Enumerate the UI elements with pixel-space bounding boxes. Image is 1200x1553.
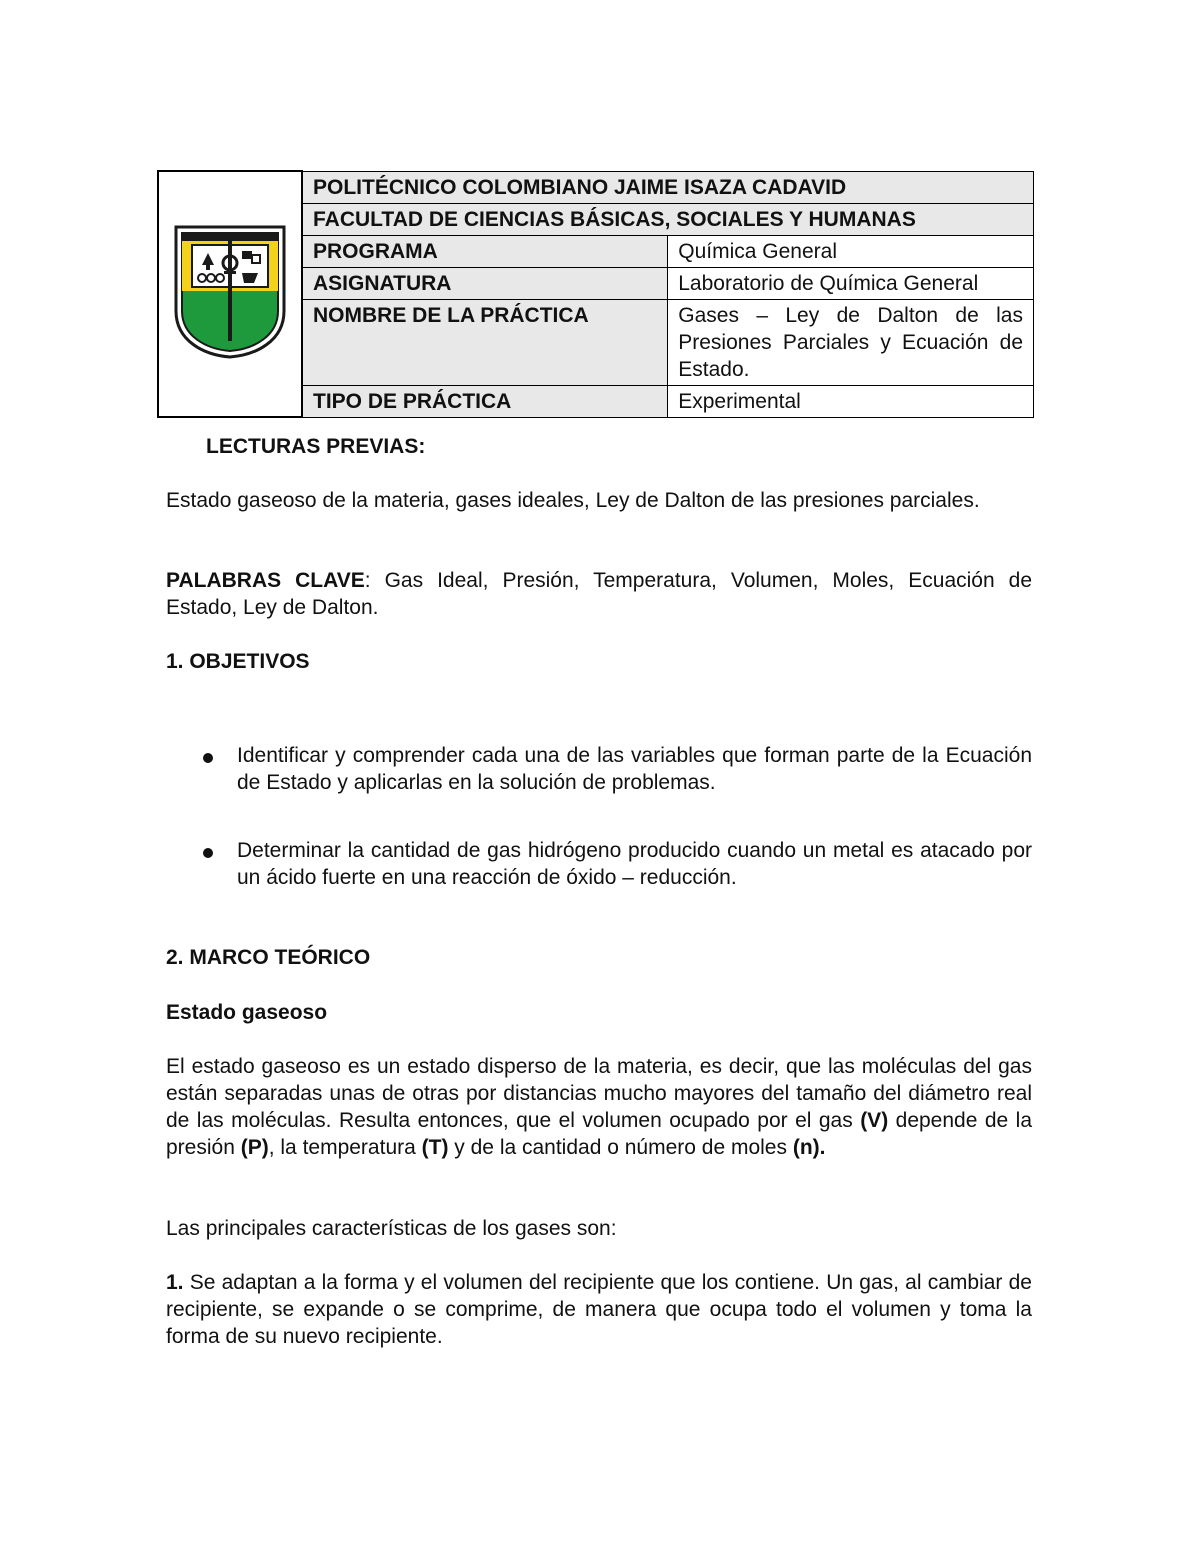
p3-number: 1.	[166, 1271, 184, 1294]
palabras-clave	[166, 567, 1032, 621]
subject-value: Laboratorio de Química General	[668, 267, 1034, 299]
lecturas-text: Estado gaseoso de la materia, gases ideales, Ley de Dalton de las presiones parciales.	[166, 489, 980, 512]
logo-cell	[158, 171, 302, 417]
institution-name: POLITÉCNICO COLOMBIANO JAIME ISAZA CADAVID	[302, 171, 1034, 203]
practice-name-label: NOMBRE DE LA PRÁCTICA	[302, 299, 668, 385]
marco-paragraph-2: Las principales características de los gases son:	[166, 1217, 617, 1240]
objetivo-item-1: Identificar y comprender cada una de las variables que forman parte de la Ecuación de Estado y aplicarlas en la solución de problemas.	[237, 744, 1032, 794]
objetivos-heading: 1. OBJETIVOS	[166, 650, 310, 673]
lecturas-heading: LECTURAS PREVIAS:	[206, 435, 426, 458]
estado-gaseoso-subheading: Estado gaseoso	[166, 1001, 328, 1024]
p1-var-v: (V)	[860, 1109, 889, 1132]
objetivo-item-2: Determinar la cantidad de gas hidrógeno producido cuando un metal es atacado por un ácido fuerte en una reacción de óxido – reducción.	[237, 839, 1032, 889]
p1-var-t: (T)	[421, 1136, 449, 1159]
bullet-icon	[203, 753, 213, 763]
practice-type-value: Experimental	[668, 385, 1034, 417]
practice-type-label: TIPO DE PRÁCTICA	[302, 385, 668, 417]
p3-text: Se adaptan a la forma y el volumen del recipiente que los contiene. Un gas, al cambiar de recipiente, se expande o se comprime, de manera que ocupa todo el volumen y toma la forma de su nuevo recipiente.	[166, 1271, 1032, 1348]
marco-paragraph-1	[166, 1053, 1032, 1161]
palabras-clave-text: : Gas Ideal, Presión, Temperatura, Volumen, Moles, Ecuación de Estado, Ley de Dalton.	[166, 569, 1033, 619]
p1-text-d: y de la cantidad o número de moles	[448, 1136, 793, 1159]
program-value: Química General	[668, 235, 1034, 267]
subject-label: ASIGNATURA	[302, 267, 668, 299]
practice-name-value: Gases – Ley de Dalton de las Presiones Parciales y Ecuación de Estado.	[668, 299, 1034, 385]
program-label: PROGRAMA	[302, 235, 668, 267]
header-table	[157, 170, 1034, 418]
faculty-name: FACULTAD DE CIENCIAS BÁSICAS, SOCIALES Y HUMANAS	[302, 203, 1034, 235]
p1-var-p: (P)	[240, 1136, 269, 1159]
p1-text-a: El estado gaseoso es un estado disperso de la materia, es decir, que las moléculas del gas están separadas unas de otras por distancias mucho mayores del tamaño del diámetro real de las moléculas. Resulta entonces, que el volumen ocupado por el gas	[166, 1055, 1032, 1132]
marco-paragraph-3	[166, 1269, 1032, 1350]
marco-heading: 2. MARCO TEÓRICO	[166, 946, 371, 969]
university-shield-logo-icon	[172, 223, 288, 359]
p1-text-c: , la temperatura	[268, 1136, 422, 1159]
palabras-clave-label: PALABRAS CLAVE	[166, 569, 365, 592]
bullet-icon	[203, 848, 213, 858]
p1-text-b: depende de la presión	[166, 1109, 1033, 1159]
p1-var-n: (n).	[792, 1136, 826, 1159]
